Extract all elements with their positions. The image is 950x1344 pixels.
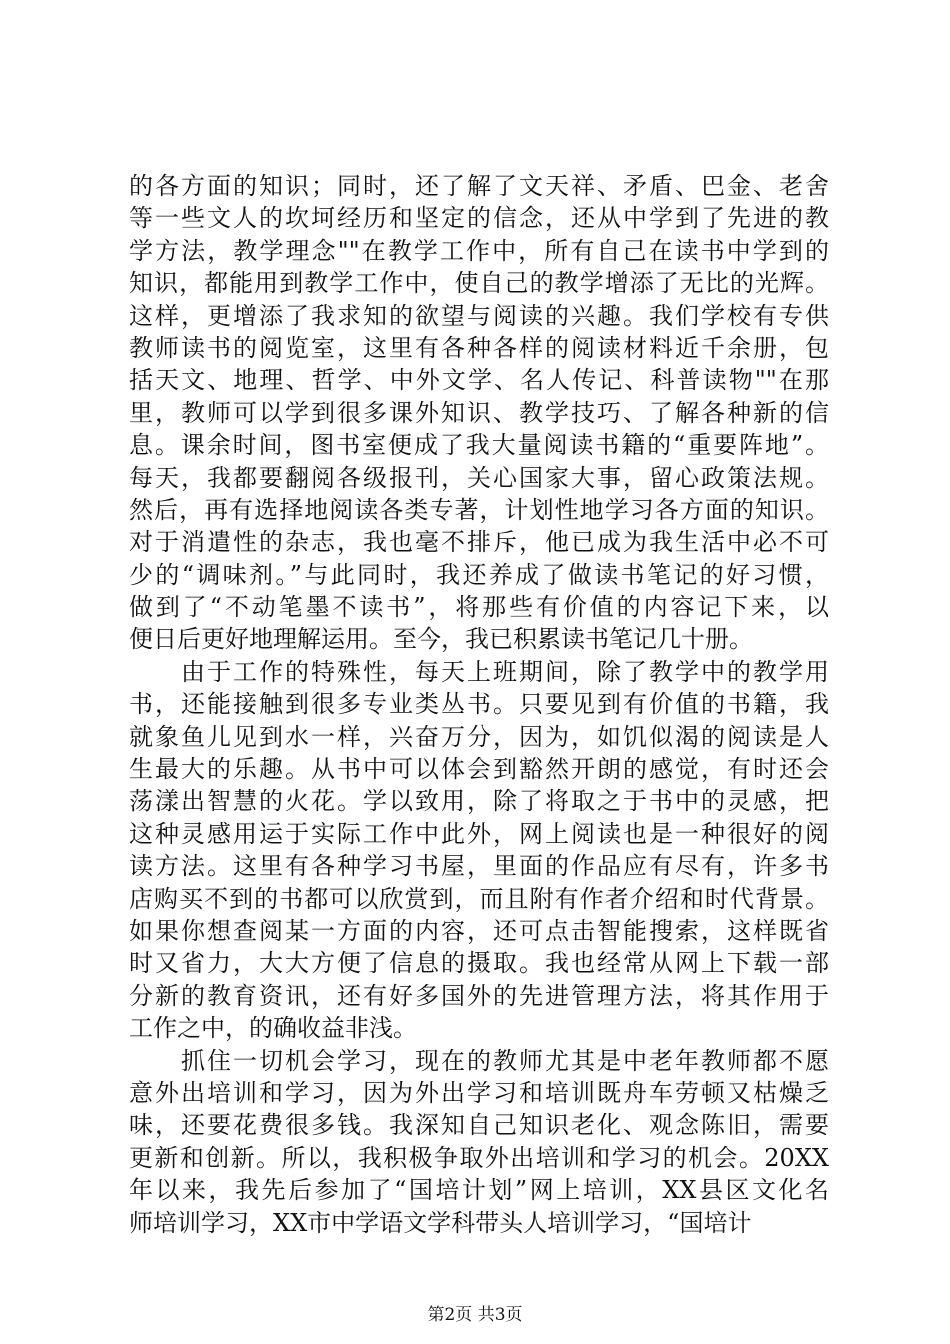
text-line: 分新的教育资讯，还有好多国外的先进管理方法，将其作用于 bbox=[129, 981, 829, 1010]
paragraph bbox=[129, 656, 829, 1045]
text-line: 工作之中，的确收益非浅。 bbox=[129, 1014, 417, 1043]
text-line: 时又省力，大大方便了信息的摄取。我也经常从网上下载一部 bbox=[129, 949, 829, 978]
text-line: 等一些文人的坎坷经历和坚定的信念，还从中学到了先进的教 bbox=[129, 204, 829, 233]
text-line: 抓住一切机会学习，现在的教师尤其是中老年教师都不愿 bbox=[129, 1046, 829, 1075]
text-line: 更新和创新。所以，我积极争取外出培训和学习的机会。20XX bbox=[129, 1143, 829, 1172]
text-line: 便日后更好地理解运用。至今，我已积累读书笔记几十册。 bbox=[129, 625, 753, 654]
text-line: 里，教师可以学到很多课外知识、教学技巧、了解各种新的信 bbox=[129, 398, 829, 427]
text-line: 这种灵感用运于实际工作中此外，网上阅读也是一种很好的阅 bbox=[129, 819, 829, 848]
page-footer: 第2页 共3页 bbox=[427, 1305, 523, 1325]
text-line: 书，还能接触到很多专业类丛书。只要见到有价值的书籍，我 bbox=[129, 690, 829, 719]
paragraph bbox=[129, 1045, 829, 1239]
text-line: 做到了“不动笔墨不读书”，将那些有价值的内容记下来，以 bbox=[129, 593, 829, 622]
text-line: 这样，更增添了我求知的欲望与阅读的兴趣。我们学校有专供 bbox=[129, 301, 829, 330]
text-line: 学方法，教学理念""在教学工作中，所有自己在读书中学到的 bbox=[129, 236, 829, 265]
text-line: 息。课余时间，图书室便成了我大量阅读书籍的“重要阵地”。 bbox=[129, 431, 829, 460]
text-line: 括天文、地理、哲学、中外文学、名人传记、科普读物""在那 bbox=[129, 366, 829, 395]
text-line: 然后，再有选择地阅读各类专著，计划性地学习各方面的知识。 bbox=[129, 495, 829, 524]
text-line: 店购买不到的书都可以欣赏到，而且附有作者介绍和时代背景。 bbox=[129, 884, 829, 913]
text-line: 读方法。这里有各种学习书屋，里面的作品应有尽有，许多书 bbox=[129, 852, 829, 881]
text-line: 每天，我都要翻阅各级报刊，关心国家大事，留心政策法规。 bbox=[129, 463, 829, 492]
text-line: 荡漾出智慧的火花。学以致用，除了将取之于书中的灵感，把 bbox=[129, 787, 829, 816]
text-line: 年以来，我先后参加了“国培计划”网上培训，XX县区文化名 bbox=[129, 1176, 829, 1205]
text-line: 教师读书的阅览室，这里有各种各样的阅读材料近千余册，包 bbox=[129, 333, 829, 362]
text-line: 意外出培训和学习，因为外出学习和培训既舟车劳顿又枯燥乏 bbox=[129, 1078, 829, 1107]
text-line: 对于消遣性的杂志，我也毫不排斥，他已成为我生活中必不可 bbox=[129, 528, 829, 557]
text-line: 知识，都能用到教学工作中，使自己的教学增添了无比的光辉。 bbox=[129, 269, 829, 298]
text-line: 生最大的乐趣。从书中可以体会到豁然开朗的感觉，有时还会 bbox=[129, 755, 829, 784]
text-line: 由于工作的特殊性，每天上班期间，除了教学中的教学用 bbox=[129, 657, 829, 686]
text-line: 如果你想查阅某一方面的内容，还可点击智能搜索，这样既省 bbox=[129, 916, 829, 945]
text-line: 师培训学习，XX市中学语文学科带头人培训学习，“国培计 bbox=[129, 1208, 752, 1237]
text-line: 的各方面的知识；同时，还了解了文天祥、矛盾、巴金、老舍 bbox=[129, 172, 829, 200]
text-line: 味，还要花费很多钱。我深知自己知识老化、观念陈旧，需要 bbox=[129, 1111, 829, 1140]
paragraph bbox=[129, 170, 829, 656]
text-line: 就象鱼儿见到水一样，兴奋万分，因为，如饥似渴的阅读是人 bbox=[129, 722, 829, 751]
document-body bbox=[129, 170, 829, 1239]
text-line: 少的“调味剂。”与此同时，我还养成了做读书笔记的好习惯， bbox=[129, 560, 829, 589]
